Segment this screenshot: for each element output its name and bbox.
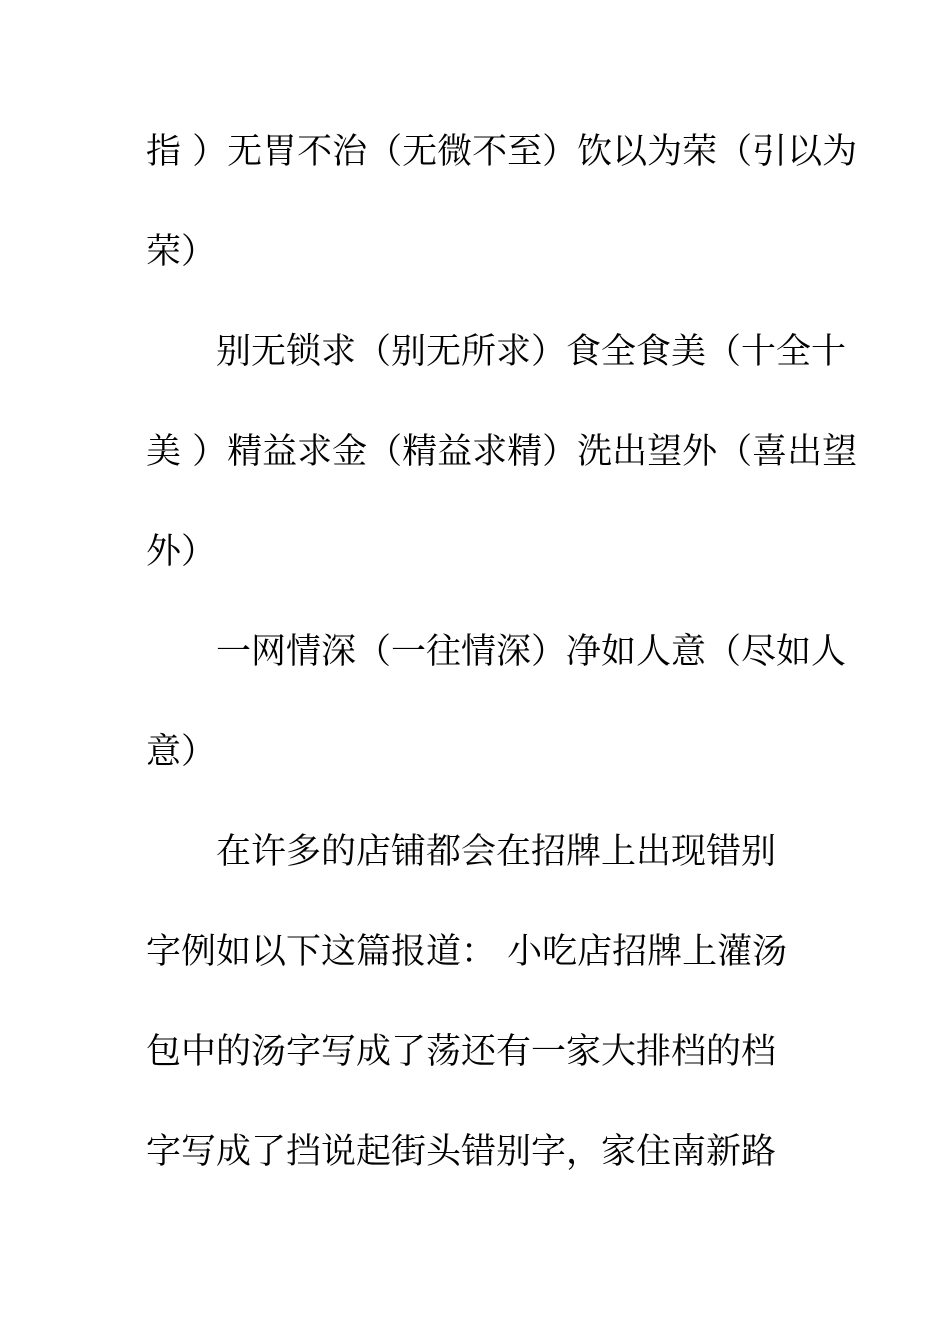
text-line: 包中的汤字写成了荡还有一家大排档的档 <box>146 1032 777 1072</box>
paragraph-start-line: 在许多的店铺都会在招牌上出现错别 <box>216 832 777 872</box>
text-line: 字例如以下这篇报道： 小吃店招牌上灌汤 <box>146 932 788 972</box>
text-line: 美 ）精益求金（精益求精）洗出望外（喜出望 <box>146 432 858 472</box>
text-line: 外） <box>146 532 217 572</box>
text-line: 指 ）无胃不治（无微不至）饮以为荣（引以为 <box>146 132 858 172</box>
text-line: 字写成了挡说起街头错别字，家住南新路 <box>146 1132 777 1172</box>
text-line: 意） <box>146 732 217 772</box>
text-line: 荣） <box>146 232 217 272</box>
paragraph-start-line: 别无锁求（别无所求）食全食美（十全十 <box>216 332 847 372</box>
paragraph-start-line: 一网情深（一往情深）净如人意（尽如人 <box>216 632 847 672</box>
